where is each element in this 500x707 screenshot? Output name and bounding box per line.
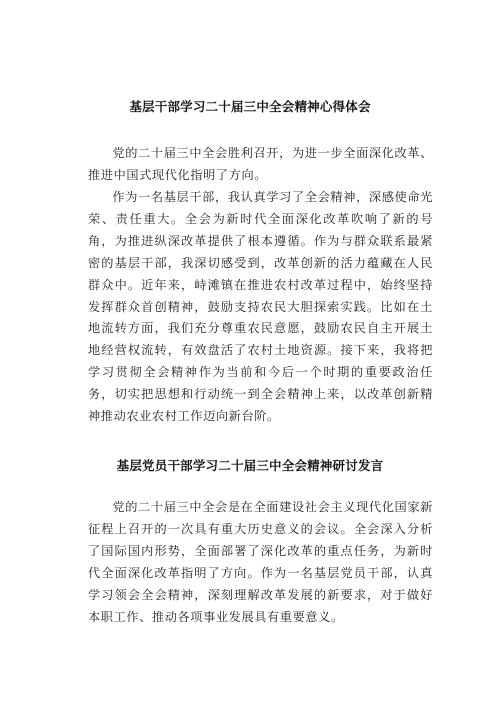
- paragraph: 党的二十届三中全会是在全面建设社会主义现代化国家新征程上召开的一次具有重大历史意义的会议。全会深入分析了国际国内形势，全面部署了深化改革的重点任务，为新时代全面深化改革指明了方向。作为一名基层党员干部，认真学习领会全会精神，深刻理解改革发展的新要求，对于做好本职工作、推动各项事业发展具有重要意义。: [88, 500, 433, 624]
- paragraph: 作为一名基层干部，我认真学习了全会精神，深感使命光荣、责任重大。全会为新时代全面深化改革吹响了新的号角，为推进纵深改革提供了根本遵循。作为与群众联系最紧密的基层干部，我深切感受到，改革创新的活力蕴藏在人民群众中。近年来，峙滩镇在推进农村改革过程中，始终坚持发挥群众首创精神，鼓励支持农民大胆探索实践。比如在土地流转方面，我们充分尊重农民意愿，鼓励农民自主开展土地经营权流转，有效盘活了农村土地资源。接下来，我将把学习贯彻全会精神作为当前和今后一个时期的重要政治任务，切实把思想和行动统一到全会精神上来，以改革创新精神推动农业农村工作迈向新台阶。: [88, 190, 433, 424]
- section-title: 基层干部学习二十届三中全会精神心得体会: [129, 99, 371, 114]
- section-title: 基层党员干部学习二十届三中全会精神研讨发言: [116, 458, 384, 473]
- paragraph: 党的二十届三中全会胜利召开，为进一步全面深化改革、推进中国式现代化指明了方向。: [88, 146, 433, 182]
